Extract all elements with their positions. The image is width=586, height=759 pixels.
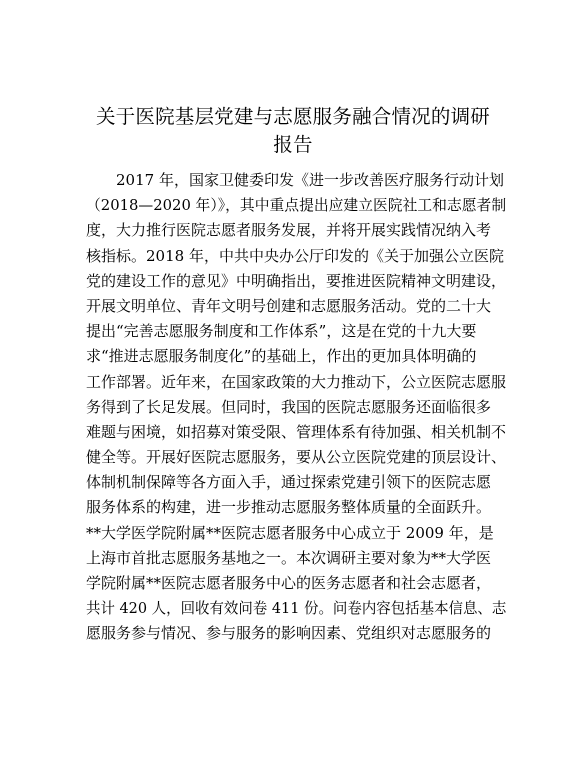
body-line: 学院附属**医院志愿者服务中心的医务志愿者和社会志愿者， bbox=[86, 574, 492, 592]
body-line: 2017 年，国家卫健委印发《进一步改善医疗服务行动计划 bbox=[116, 171, 504, 189]
body-line: 共计 420 人，回收有效问卷 411 份。问卷内容包括基本信息、志 bbox=[86, 599, 507, 618]
body-line: 核指标。2018 年，中共中央办公厅印发的《关于加强公立医院 bbox=[86, 246, 504, 265]
body-line: 健全等。开展好医院志愿服务，要从公立医院党建的顶层设计、 bbox=[86, 448, 507, 467]
body-line: 党的建设工作的意见》中明确指出，要推进医院精神文明建设， bbox=[86, 271, 507, 290]
body-paragraph bbox=[86, 168, 506, 647]
document-title bbox=[70, 103, 516, 159]
body-line: 愿服务参与情况、参与服务的影响因素、党组织对志愿服务的 bbox=[86, 624, 492, 643]
body-line: 提出“完善志愿服务制度和工作体系”，这是在党的十九大要 bbox=[86, 322, 477, 341]
body-line: **大学医学院附属**医院志愿者服务中心成立于 2009 年，是 bbox=[86, 523, 494, 542]
body-line: 体制机制保障等各方面入手，通过探索党建引领下的医院志愿 bbox=[86, 473, 492, 492]
body-line: 务得到了长足发展。但同时，我国的医院志愿服务还面临很多 bbox=[86, 397, 492, 416]
title-line: 报告 bbox=[273, 133, 313, 156]
body-line: （2018—2020 年）》，其中重点提出应建立医院社工和志愿者制 bbox=[86, 196, 507, 215]
body-line: 求“推进志愿服务制度化”的基础上，作出的更加具体明确的 bbox=[86, 347, 477, 366]
body-line: 度，大力推行医院志愿者服务发展，并将开展实践情况纳入考 bbox=[86, 221, 492, 240]
body-line: 服务体系的构建，进一步推动志愿服务整体质量的全面跃升。 bbox=[86, 498, 492, 517]
body-line: 开展文明单位、青年文明号创建和志愿服务活动。党的二十大 bbox=[86, 296, 492, 315]
title-line: 关于医院基层党建与志愿服务融合情况的调研 bbox=[95, 105, 490, 128]
body-line: 难题与困境，如招募对策受限、管理体系有待加强、相关机制不 bbox=[86, 422, 507, 441]
body-line: 上海市首批志愿服务基地之一。本次调研主要对象为**大学医 bbox=[86, 548, 492, 567]
body-line: 工作部署。近年来，在国家政策的大力推动下，公立医院志愿服 bbox=[86, 372, 507, 391]
